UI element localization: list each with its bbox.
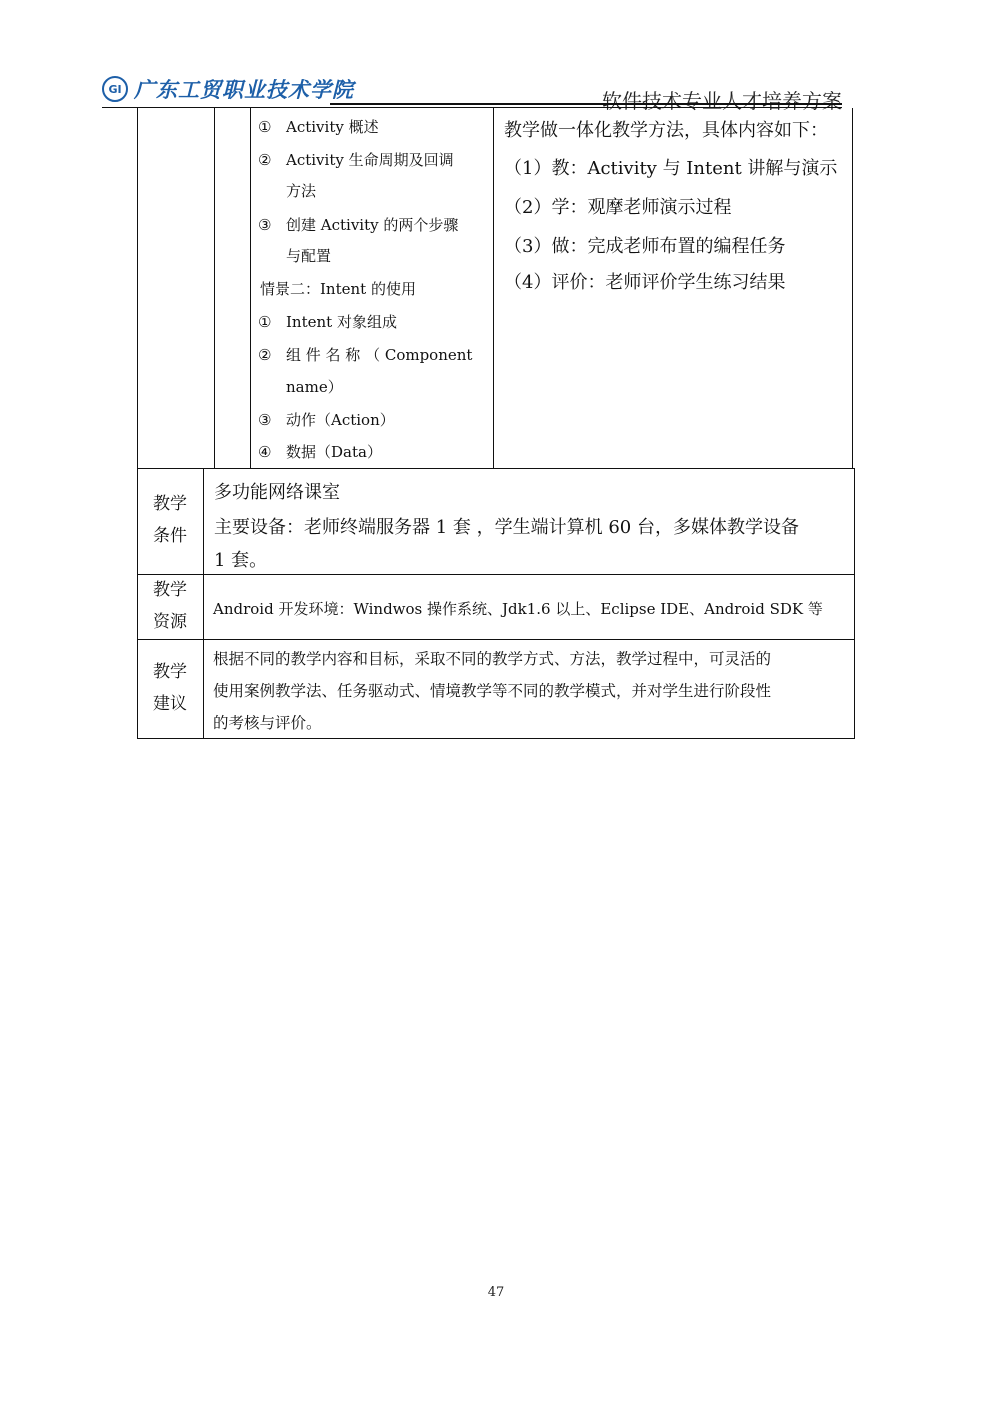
scenario-heading: 情景二：Intent 的使用 bbox=[260, 280, 416, 298]
table-col-divider bbox=[493, 108, 494, 468]
suggestions-line: 根据不同的教学内容和目标，采取不同的教学方式、方法，教学过程中，可灵活的 bbox=[213, 650, 772, 668]
conditions-line: 主要设备：老师终端服务器 1 套 ，学生端计算机 60 台，多媒体教学设备 bbox=[214, 517, 799, 538]
document-title: 软件技术专业人才培养方案 bbox=[602, 89, 842, 113]
header-rule-thick bbox=[330, 103, 842, 105]
row-label: 教学 条件 bbox=[153, 494, 187, 546]
table-col-divider bbox=[214, 108, 215, 468]
list-item: ③ 动作（Action） bbox=[258, 411, 395, 429]
list-item: 与配置 bbox=[286, 247, 332, 265]
table-label-divider bbox=[203, 468, 204, 739]
table-col-divider bbox=[250, 108, 251, 468]
method-line: 教学做一体化教学方法，具体内容如下： bbox=[504, 120, 828, 141]
page-header bbox=[102, 72, 842, 113]
list-item: ② 组 件 名 称 （ Component bbox=[258, 346, 473, 364]
page-number: 47 bbox=[487, 1285, 505, 1300]
school-seal-icon: GI bbox=[102, 76, 128, 102]
header-rule-thin bbox=[102, 107, 842, 108]
method-line: （2）学：观摩老师演示过程 bbox=[504, 197, 732, 218]
method-line: （3）做：完成老师布置的编程任务 bbox=[504, 236, 786, 257]
list-item: 方法 bbox=[286, 182, 317, 200]
list-item: ① Activity 概述 bbox=[258, 118, 379, 136]
list-item: name） bbox=[286, 378, 343, 396]
table-border-left bbox=[137, 108, 138, 468]
table-row-divider bbox=[137, 639, 855, 640]
school-logo bbox=[102, 74, 354, 104]
school-name-logo: 广东工贸职业技术学院 bbox=[134, 77, 354, 102]
list-item: ③ 创建 Activity 的两个步骤 bbox=[258, 216, 459, 234]
conditions-line: 1 套。 bbox=[214, 550, 268, 571]
conditions-line: 多功能网络课室 bbox=[214, 482, 340, 503]
list-item: ① Intent 对象组成 bbox=[258, 313, 397, 331]
table-border-right bbox=[852, 108, 853, 468]
method-line: （4）评价：老师评价学生练习结果 bbox=[504, 272, 786, 293]
list-item: ④ 数据（Data） bbox=[258, 443, 382, 461]
list-item: ② Activity 生命周期及回调 bbox=[258, 151, 454, 169]
row-label: 教学 建议 bbox=[153, 662, 187, 714]
row-label: 教学 资源 bbox=[153, 580, 187, 632]
resources-text: Android 开发环境：Windwos 操作系统、Jdk1.6 以上、Eclipse IDE、Android SDK 等 bbox=[213, 600, 823, 618]
table-row-divider bbox=[137, 574, 855, 575]
method-line: （1）教：Activity 与 Intent 讲解与演示 bbox=[504, 158, 838, 179]
suggestions-line: 使用案例教学法、任务驱动式、情境教学等不同的教学模式，并对学生进行阶段性 bbox=[213, 682, 772, 700]
suggestions-line: 的考核与评价。 bbox=[213, 714, 322, 732]
